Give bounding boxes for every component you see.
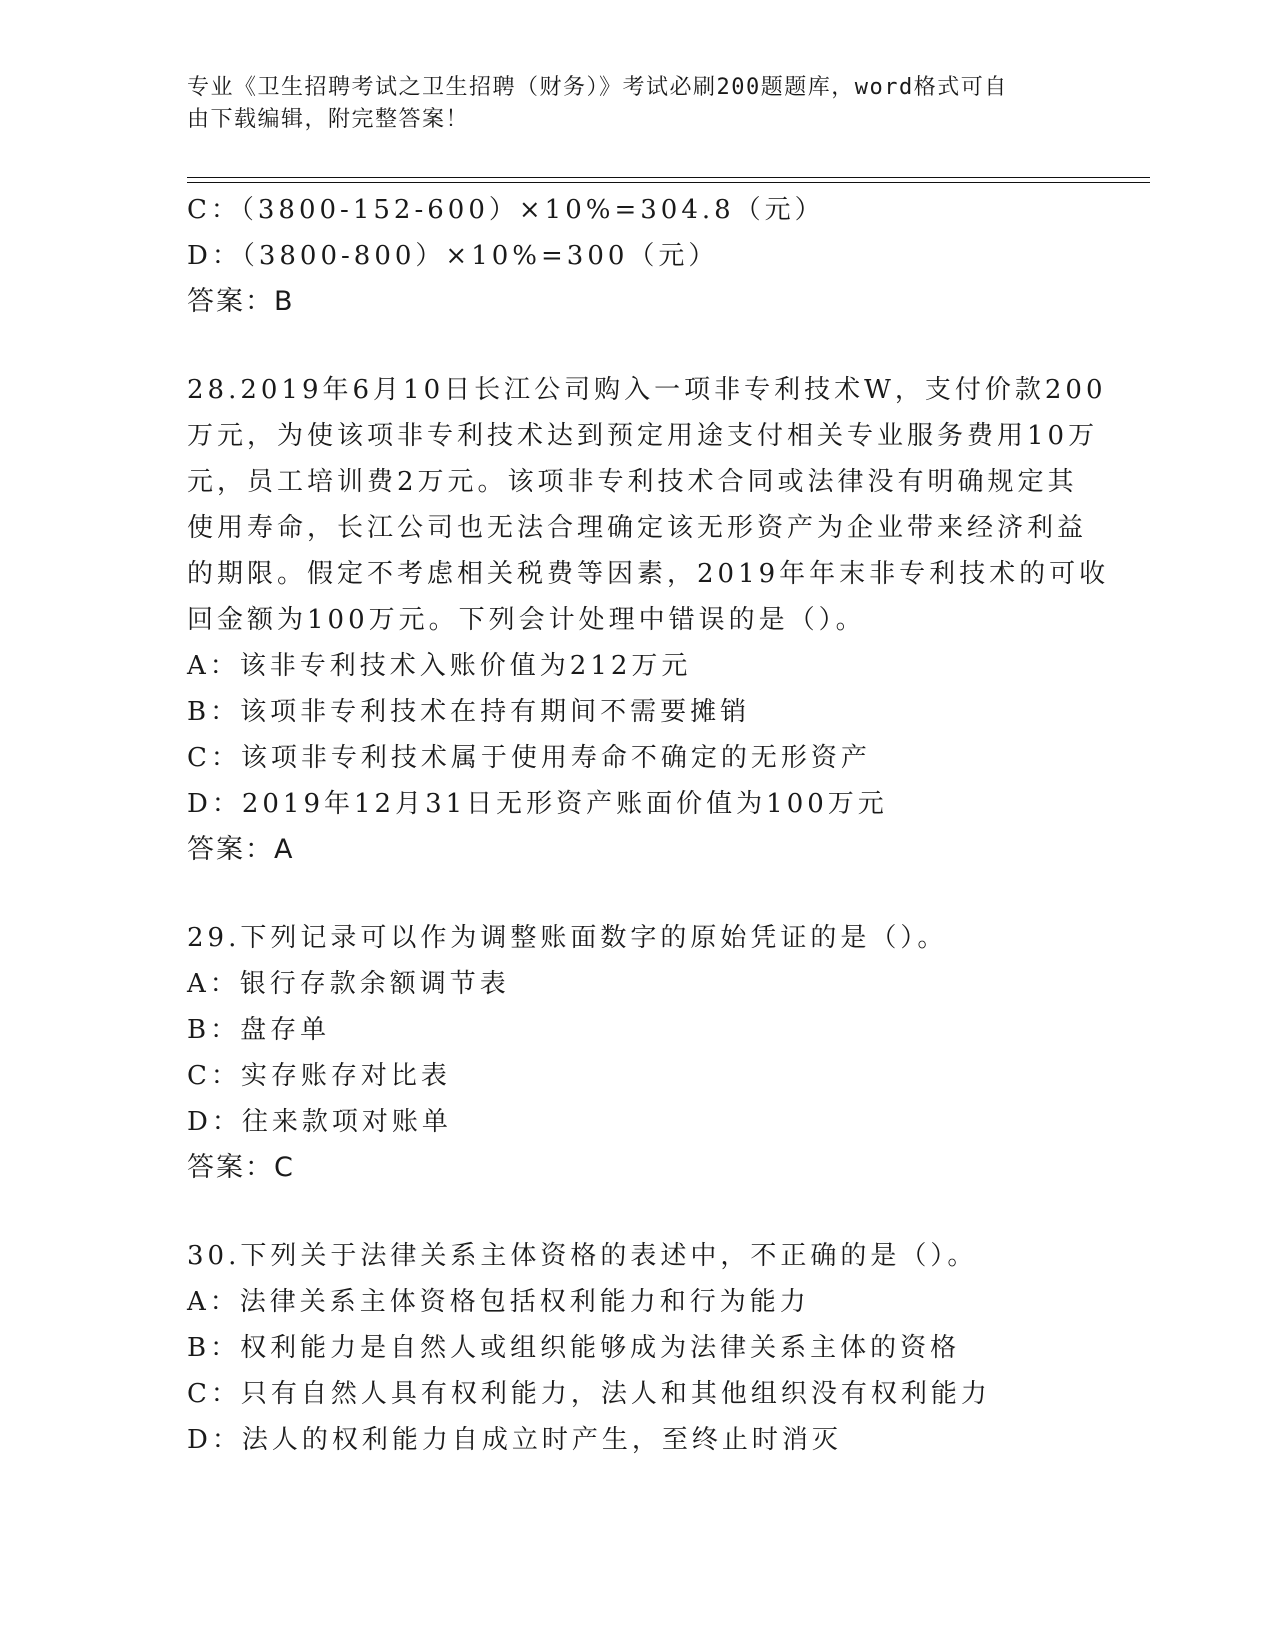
question-stem-line: 28.2019年6月10日长江公司购入一项非专利技术W，支付价款200 <box>187 375 1107 405</box>
option-a: A：该非专利技术入账价值为212万元 <box>187 651 692 681</box>
question-stem-line: 万元，为使该项非专利技术达到预定用途支付相关专业服务费用10万 <box>187 421 1099 451</box>
question-28 <box>187 367 1110 873</box>
question-29 <box>187 915 1067 1191</box>
option-c: C：该项非专利技术属于使用寿命不确定的无形资产 <box>187 743 871 773</box>
option-b: B：该项非专利技术在持有期间不需要摊销 <box>187 697 751 727</box>
option-a: A：银行存款余额调节表 <box>187 969 510 999</box>
header-line-2: 由下载编辑，附完整答案！ <box>187 107 470 132</box>
answer-line: 答案：B <box>187 286 295 317</box>
question-27-tail <box>187 187 1067 325</box>
question-30 <box>187 1233 1067 1463</box>
question-stem-line: 元，员工培训费2万元。该项非专利技术合同或法律没有明确规定其 <box>187 467 1078 497</box>
document-header <box>187 72 1067 136</box>
document-body <box>187 187 1110 1463</box>
option-a: A：法律关系主体资格包括权利能力和行为能力 <box>187 1287 810 1317</box>
option-d: D：2019年12月31日无形资产账面价值为100万元 <box>187 789 888 819</box>
option-d: D：往来款项对账单 <box>187 1107 452 1137</box>
option-d: D：法人的权利能力自成立时产生，至终止时消灭 <box>187 1425 842 1455</box>
spacer <box>187 873 1067 915</box>
option-d: D：（3800-800）×10%=300（元） <box>187 241 719 271</box>
question-stem-line: 29.下列记录可以作为调整账面数字的原始凭证的是（）。 <box>187 923 948 953</box>
question-stem-line: 的期限。假定不考虑相关税费等因素，2019年年末非专利技术的可收 <box>187 559 1110 589</box>
header-divider-top <box>187 177 1150 178</box>
answer-line: 答案：C <box>187 1152 295 1183</box>
option-c: C：实存账存对比表 <box>187 1061 451 1091</box>
answer-line: 答案：A <box>187 834 295 865</box>
question-stem-line: 30.下列关于法律关系主体资格的表述中，不正确的是（）。 <box>187 1241 978 1271</box>
spacer <box>187 325 1067 367</box>
spacer <box>187 1191 1067 1233</box>
question-stem-line: 回金额为100万元。下列会计处理中错误的是（）。 <box>187 605 866 635</box>
question-stem-line: 使用寿命，长江公司也无法合理确定该无形资产为企业带来经济利益 <box>187 513 1088 543</box>
header-line-1: 专业《卫生招聘考试之卫生招聘（财务）》考试必刷200题题库，word格式可自 <box>187 75 1008 100</box>
option-b: B：盘存单 <box>187 1015 331 1045</box>
option-c: C：只有自然人具有权利能力，法人和其他组织没有权利能力 <box>187 1379 991 1409</box>
header-divider-bottom <box>187 182 1150 183</box>
option-b: B：权利能力是自然人或组织能够成为法律关系主体的资格 <box>187 1333 961 1363</box>
option-c: C：（3800-152-600）×10%=304.8（元） <box>187 195 825 225</box>
